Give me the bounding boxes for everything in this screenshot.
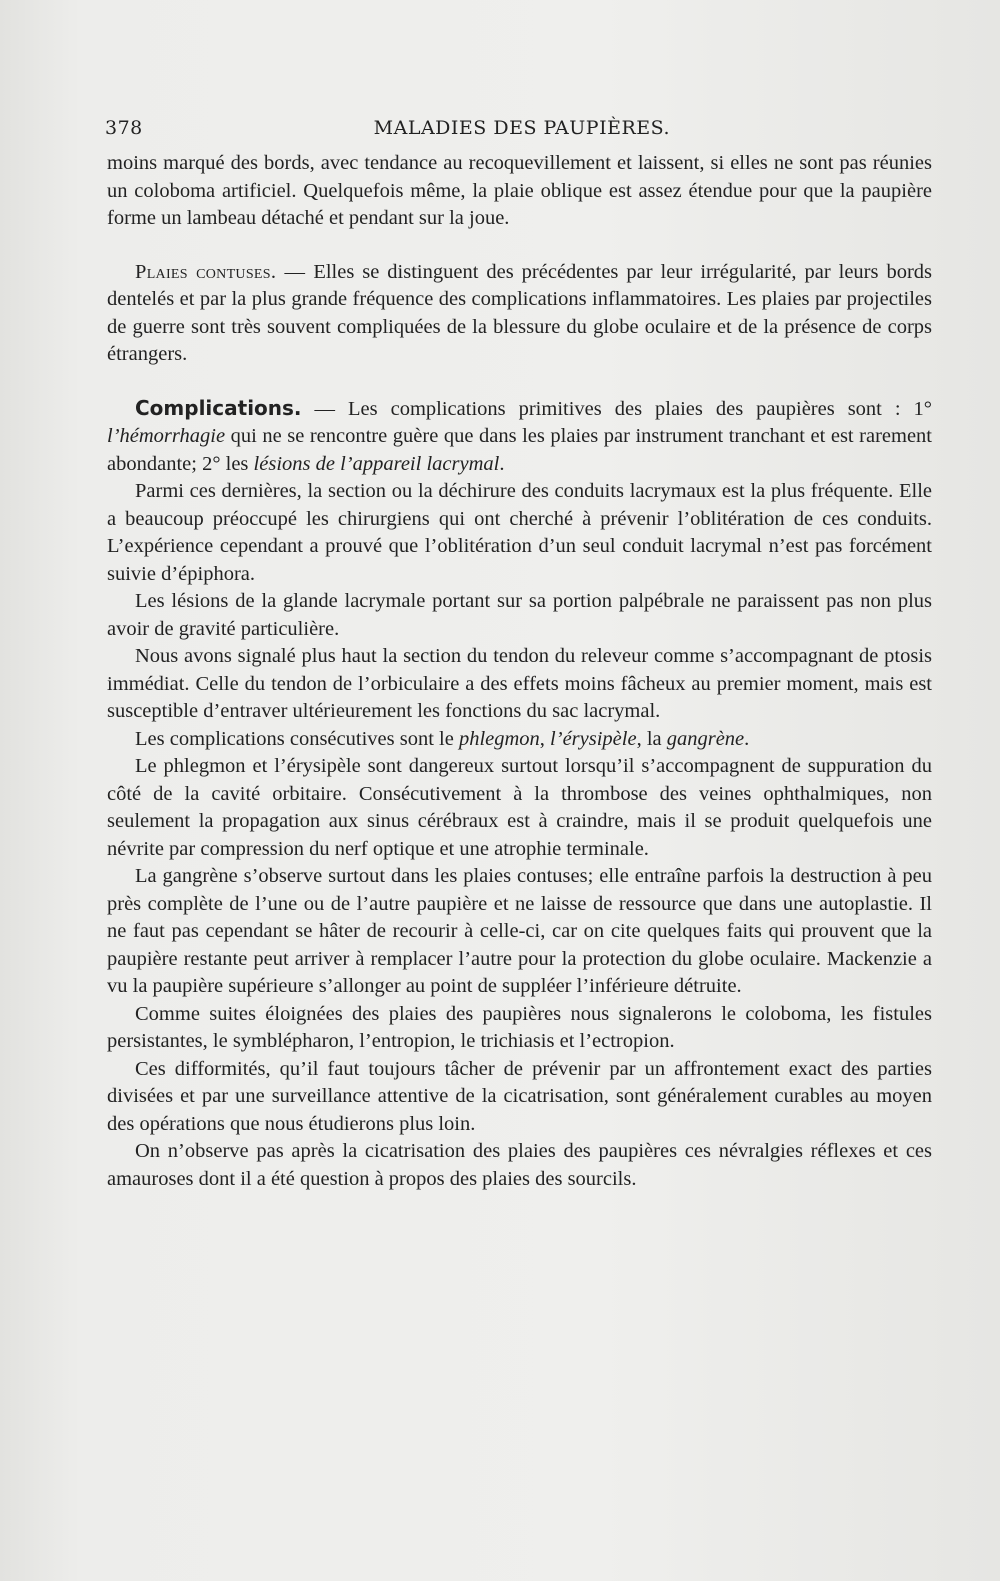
- paragraph: Nous avons signalé plus haut la section du tendon du releveur comme s’accompagnant de ptosis immédiat. Celle du tendon de l’orbiculaire a des effets moins fâcheux au premier moment, mais est susceptible d’entraver ultérieurement les fonctions du sac lacrymal.: [107, 645, 932, 722]
- paragraph: Comme suites éloignées des plaies des paupières nous signalerons le coloboma, les fistules persistantes, le symblépharon, l’entropion, le trichiasis et l’ectropion.: [107, 1002, 932, 1052]
- section-heading-plaies-contuses: Plaies contuses. —: [135, 260, 306, 283]
- paragraph-continuation: moins marqué des bords, avec tendance au recoquevillement et laissent, si elles ne sont pas réunies un coloboma artificiel. Quelquefois même, la plaie oblique est assez étendue pour que la paupière forme un lambeau détaché et pendant sur la joue.: [107, 152, 932, 229]
- running-title: MALADIES DES PAUPIÈRES.: [373, 117, 670, 139]
- body-text: [107, 150, 932, 1193]
- section-heading-complications: Complications.: [135, 395, 302, 420]
- page-header: [105, 117, 935, 147]
- paragraph: La gangrène s’observe surtout dans les plaies contuses; elle entraîne parfois la destruction à peu près complète de l’une ou de l’autre paupière et ne laisse de ressource que dans une autoplastie. Il ne faut pas cependant se hâter de recourir à celle-ci, car on cite quelques faits qui prouvent que la paupière restante peut arriver à remplacer l’autre pour la protection du globe oculaire. Mackenzie a vu la paupière supérieure s’allonger au point de suppléer l’inférieure détruite.: [107, 865, 932, 997]
- paragraph-complications: Complications. — Les complications primitives des plaies des paupières sont : 1° l’hémorrhagie qui ne se rencontre guère que dans les plaies par instrument tranchant et est rarement abondante; 2° les lésions de l’appareil lacrymal.: [107, 395, 932, 475]
- paragraph-consecutive-complications: Les complications consécutives sont le phlegmon, l’érysipèle, la gangrène.: [135, 727, 750, 750]
- paragraph: On n’observe pas après la cicatrisation des plaies des paupières ces névralgies réflexes et ces amauroses dont il a été question à propos des plaies des sourcils.: [107, 1140, 932, 1190]
- paragraph: Les lésions de la glande lacrymale portant sur sa portion palpébrale ne paraissent pas non plus avoir de gravité particulière.: [107, 590, 932, 640]
- paragraph-plaies-contuses: Plaies contuses. — Elles se distinguent des précédentes par leur irrégularité, par leurs bords dentelés et par la plus grande fréquence des complications inflammatoires. Les plaies par projectiles de guerre sont très souvent compliquées de la blessure du globe oculaire et de la présence de corps étrangers.: [107, 260, 932, 365]
- paragraph: Ces difformités, qu’il faut toujours tâcher de prévenir par un affrontement exact des parties divisées et par une surveillance attentive de la cicatrisation, sont généralement curables au moyen des opérations que nous étudierons plus loin.: [107, 1057, 932, 1135]
- page-number: 378: [105, 117, 143, 139]
- paragraph: Le phlegmon et l’érysipèle sont dangereux surtout lorsqu’il s’accompagnent de suppuration du côté de la cavité orbitaire. Consécutivement à la thrombose des veines ophthalmiques, non seulement la propagation aux sinus cérébraux est à craindre, mais il se produit quelquefois une névrite par compression du nerf optique et une atrophie terminale.: [107, 755, 932, 860]
- paragraph: Parmi ces dernières, la section ou la déchirure des conduits lacrymaux est la plus fréquente. Elle a beaucoup préoccupé les chirurgiens qui ont cherché à prévenir l’oblitération de ces conduits. L’expérience cependant a prouvé que l’oblitération d’un seul conduit lacrymal n’est pas forcément suivie d’épiphora.: [107, 480, 932, 585]
